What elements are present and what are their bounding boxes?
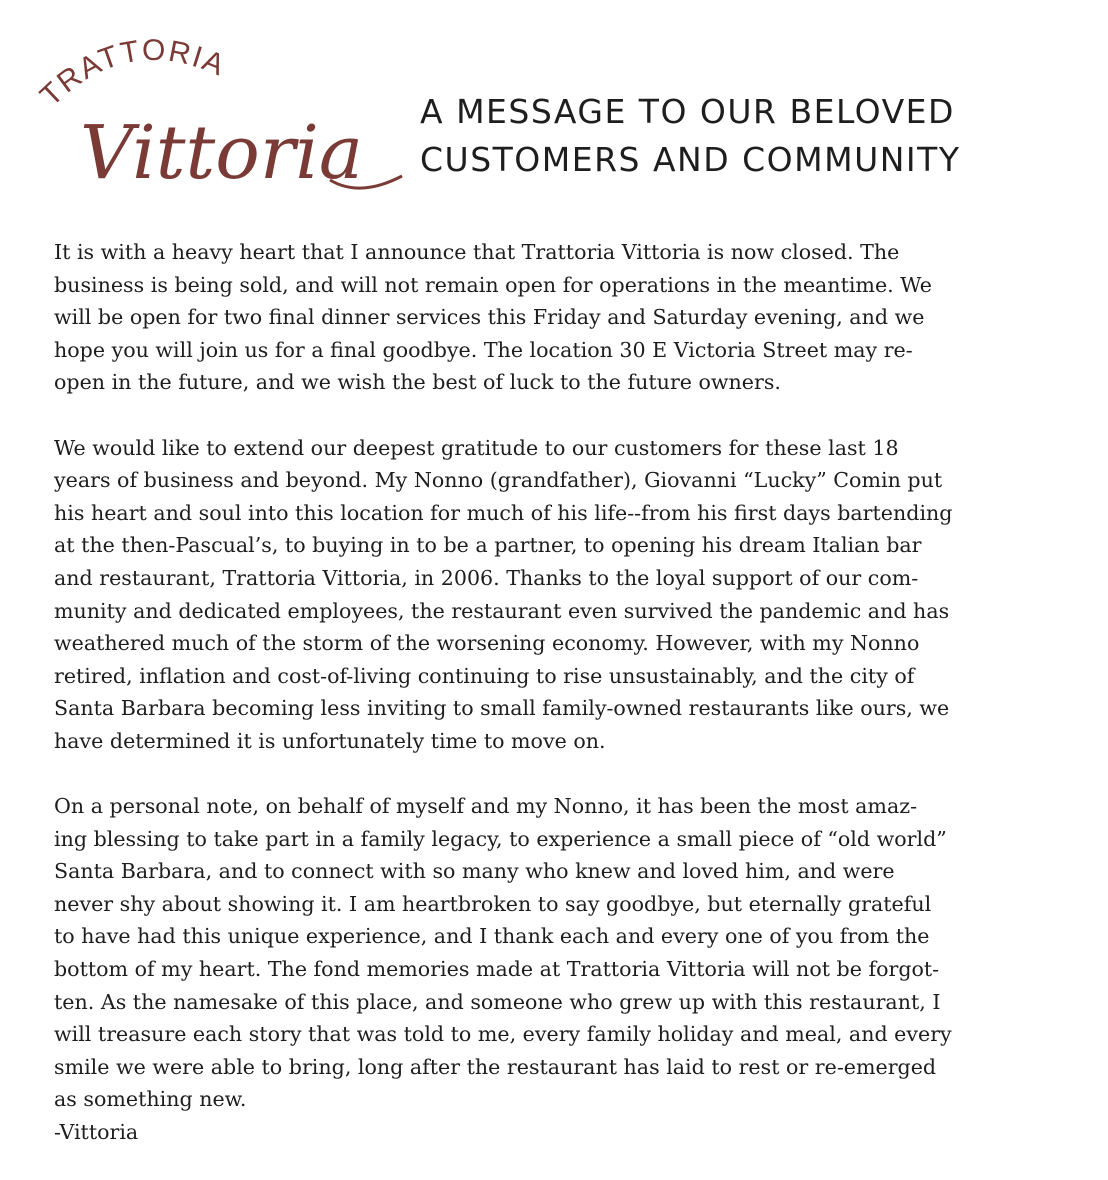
text-line: business is being sold, and will not remain open for operations in the meantime. We: [54, 272, 932, 297]
text-line: at the then-Pascual’s, to buying in to be a partner, to opening his dream Italian bar: [54, 533, 922, 558]
text-line: On a personal note, on behalf of myself and my Nonno, it has been the most amaz-: [54, 794, 918, 819]
paragraph-closure-announcement: [54, 236, 1064, 399]
text-line: weathered much of the storm of the worsening economy. However, with my Nonno: [54, 631, 920, 656]
signature: -Vittoria: [54, 1120, 139, 1145]
text-line: ing blessing to take part in a family legacy, to experience a small piece of “old world”: [54, 826, 947, 851]
text-line: munity and dedicated employees, the restaurant even survived the pandemic and has: [54, 598, 950, 623]
text-line: and restaurant, Trattoria Vittoria, in 2006. Thanks to the loyal support of our com-: [54, 565, 919, 590]
text-line: never shy about showing it. I am heartbroken to say goodbye, but eternally grateful: [54, 891, 932, 916]
trattoria-vittoria-logo: [30, 30, 410, 220]
text-line: bottom of my heart. The fond memories made at Trattoria Vittoria will not be forgot-: [54, 957, 940, 982]
paragraph-gratitude: [54, 432, 1064, 758]
text-line: his heart and soul into this location for much of his life--from his first days bartending: [54, 500, 953, 525]
message-heading: [420, 88, 1080, 184]
text-line: ten. As the namesake of this place, and someone who grew up with this restaurant, I: [54, 989, 941, 1014]
restaurant-logo: [30, 30, 410, 220]
text-line: to have had this unique experience, and I thank each and every one of you from the: [54, 924, 930, 949]
logo-script-text: Vittoria: [80, 110, 363, 196]
heading-line: A MESSAGE TO OUR BELOVED: [420, 92, 955, 131]
text-line: It is with a heavy heart that I announce that Trattoria Vittoria is now closed. The: [54, 240, 900, 264]
text-line: smile we were able to bring, long after the restaurant has laid to rest or re-emerged: [54, 1054, 937, 1079]
heading-line: CUSTOMERS AND COMMUNITY: [420, 140, 961, 179]
message-body: [54, 236, 1064, 1149]
paragraph-personal-note: [54, 790, 1064, 1116]
text-line: We would like to extend our deepest gratitude to our customers for these last 18: [54, 435, 899, 460]
logo-top-text: TRATTORIA: [34, 33, 231, 113]
text-line: Santa Barbara, and to connect with so many who knew and loved him, and were: [54, 859, 895, 884]
text-line: Santa Barbara becoming less inviting to small family-owned restaurants like ours, we: [54, 696, 950, 721]
text-line: have determined it is unfortunately time to move on.: [54, 728, 606, 753]
text-line: hope you will join us for a final goodbye. The location 30 E Victoria Street may re-: [54, 337, 913, 362]
text-line: retired, inflation and cost-of-living continuing to rise unsustainably, and the city of: [54, 663, 915, 688]
text-line: years of business and beyond. My Nonno (grandfather), Giovanni “Lucky” Comin put: [54, 468, 943, 493]
text-line: will treasure each story that was told to me, every family holiday and meal, and every: [54, 1022, 952, 1047]
text-line: will be open for two final dinner services this Friday and Saturday evening, and we: [54, 305, 925, 330]
text-line: open in the future, and we wish the best of luck to the future owners.: [54, 370, 781, 395]
text-line: as something new.: [54, 1087, 247, 1112]
